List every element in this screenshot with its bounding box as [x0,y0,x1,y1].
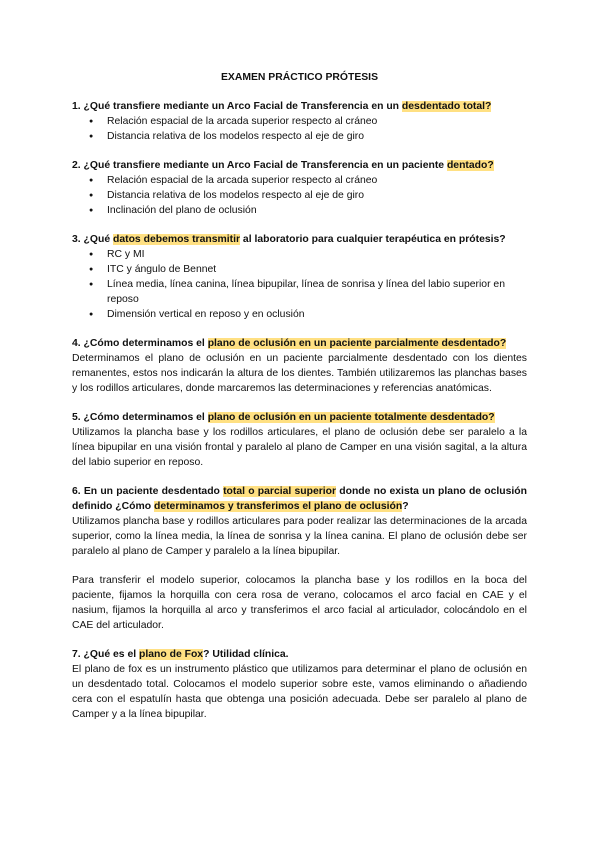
question-2 [72,158,527,218]
answer-7: El plano de fox es un instrumento plástico que utilizamos para determinar el plano de oclusión en un desdentado total. Colocamos el modelo superior sobre este, vamos eliminando o añadiendo cera con el espatulín hasta que obtenga una posición adecuada. Debe ser paralelo al plano de Camper y a la línea bipupilar. [72,664,527,720]
question-2-bullets [72,173,527,218]
answer-6-part-2: Para transferir el modelo superior, colocamos la plancha base y los rodillos en la boca del paciente, fijamos la horquilla con cera rosa de verano, colocamos el arco facial en CAE y el nasium, fijamos la horquilla al arco y transferimos el arco facial al articulador, colocándolo en el CAE del articulador. [72,575,527,631]
list-item: ● Relación espacial de la arcada superior respecto al cráneo [107,114,527,129]
highlight: total o parcial superior [223,486,337,497]
answer-6: Utilizamos plancha base y rodillos articulares para poder realizar las determinaciones de la arcada superior, como la línea media, la línea de sonrisa y la línea canina. El plano de oclusión debe ser paralelo al plano de Camper y paralelo a la línea bipupilar. [72,516,527,557]
question-2-text: 2. ¿Qué transfiere mediante un Arco Facial de Transferencia en un paciente dentado? [72,160,494,171]
question-1-text: 1. ¿Qué transfiere mediante un Arco Facial de Transferencia en un desdentado total? [72,101,492,112]
highlight: datos debemos transmitir [113,234,241,245]
list-item: ● RC y MI [107,247,527,262]
document-content [72,70,527,722]
highlight: determinamos y transferimos el plano de oclusión [153,501,403,512]
question-6-text: 6. En un paciente desdentado total o parcial superior donde no exista un plano de oclusión definido ¿Cómo determinamos y transferimos el plano de oclusión? [72,486,527,512]
question-4 [72,336,527,396]
question-3-text: 3. ¿Qué datos debemos transmitir al laboratorio para cualquier terapéutica en prótesis? [72,234,506,245]
answer-4: Determinamos el plano de oclusión en un paciente parcialmente desdentado con los dientes remanentes, estos nos indicarán la altura de los dientes. También utilizaremos las planchas bases y los rodillos articulares, donde marcaremos las determinaciones y referencias anatómicas. [72,353,527,394]
highlight: desdentado total? [401,101,492,112]
document-title: EXAMEN PRÁCTICO PRÓTESIS [220,72,379,83]
list-item: ● Dimensión vertical en reposo y en oclusión [107,307,527,322]
question-3-bullets [72,247,527,322]
highlight: plano de oclusión en un paciente totalmente desdentado? [207,412,495,423]
question-1-bullets [72,114,527,144]
list-item: ● Distancia relativa de los modelos respecto al eje de giro [107,188,527,203]
question-5-text: 5. ¿Cómo determinamos el plano de oclusión en un paciente totalmente desdentado? [72,412,495,423]
list-item: ● ITC y ángulo de Bennet [107,262,527,277]
list-item: ● Inclinación del plano de oclusión [107,203,527,218]
question-3 [72,232,527,322]
question-6 [72,484,527,633]
question-4-text: 4. ¿Cómo determinamos el plano de oclusión en un paciente parcialmente desdentado? [72,338,507,349]
answer-5: Utilizamos la plancha base y los rodillos articulares, el plano de oclusión debe ser paralelo a la línea bipupilar en una visión frontal y paralelo al plano de Camper en una visión sagital, a la altura del labio superior en reposo. [72,427,527,468]
list-item: ● Línea media, línea canina, línea bipupilar, línea de sonrisa y línea del labio superior en reposo [107,277,527,307]
highlight: plano de Fox [139,649,204,660]
question-5 [72,410,527,470]
question-7 [72,647,527,722]
highlight: dentado? [446,160,494,171]
question-7-text: 7. ¿Qué es el plano de Fox? Utilidad clínica. [72,649,289,660]
list-item: ● Relación espacial de la arcada superior respecto al cráneo [107,173,527,188]
question-1 [72,99,527,144]
list-item: ● Distancia relativa de los modelos respecto al eje de giro [107,129,527,144]
highlight: plano de oclusión en un paciente parcialmente desdentado? [207,338,507,349]
